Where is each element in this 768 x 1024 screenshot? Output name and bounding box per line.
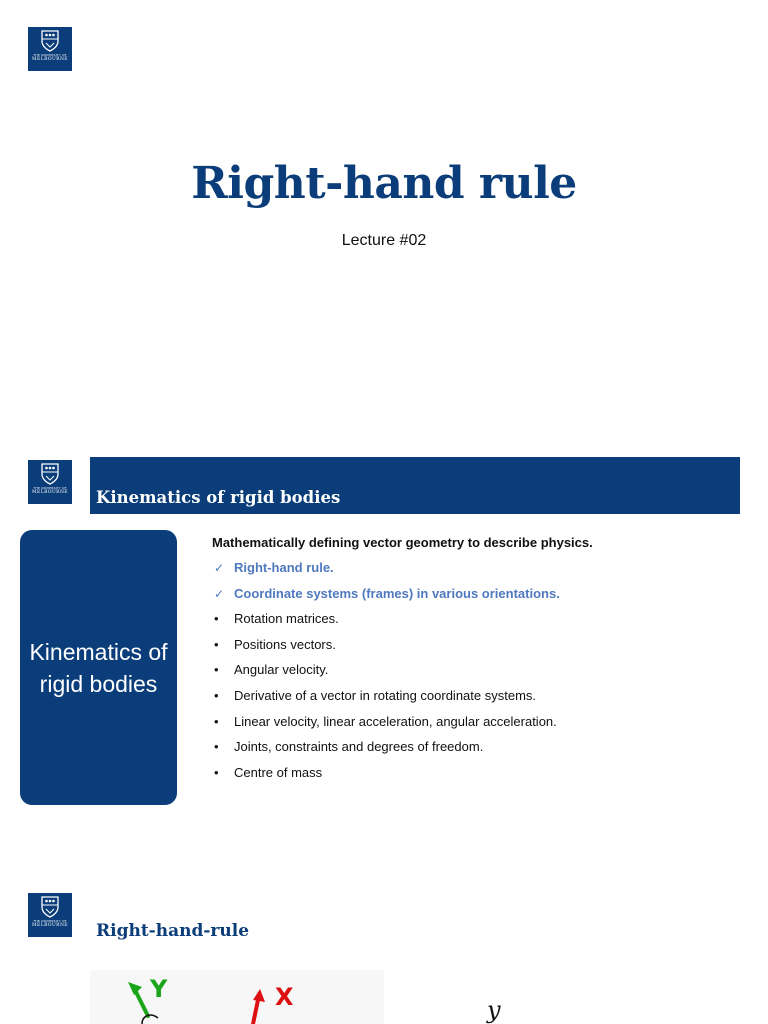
bullet-item	[212, 687, 752, 713]
slide-title: Right-hand rule	[191, 158, 577, 209]
lecture-number: Lecture #02	[341, 232, 427, 249]
bullet-item	[212, 738, 752, 764]
logo-text-line1: THE UNIVERSITY OF	[33, 919, 67, 923]
bullet-item	[212, 764, 752, 790]
logo-text-line2: MELBOURNE	[32, 490, 68, 495]
bullet-item-label: Joints, constraints and degrees of freedom.	[234, 739, 484, 755]
section-header-bar	[90, 457, 740, 514]
axis-x-label: X	[275, 983, 294, 1011]
bullet-icon: •	[214, 687, 219, 703]
university-logo	[27, 892, 73, 938]
section-header-title: Kinematics of rigid bodies	[96, 488, 341, 507]
bullet-item-label: Positions vectors.	[234, 636, 336, 652]
axes-diagram	[90, 970, 384, 1024]
bullet-icon: •	[214, 636, 219, 652]
university-logo	[27, 26, 73, 72]
bullet-icon: •	[214, 713, 219, 729]
topic-list	[212, 534, 752, 789]
topic-intro: Mathematically defining vector geometry to describe physics.	[212, 535, 593, 550]
math-symbol-y: y	[487, 996, 501, 1024]
checkmark-icon: ✓	[214, 561, 225, 575]
crest-icon	[40, 30, 60, 52]
topic-box	[20, 530, 177, 805]
logo-text-line1: THE UNIVERSITY OF	[33, 486, 67, 490]
bullet-icon: •	[214, 611, 219, 627]
bullet-item-label: Centre of mass	[234, 764, 323, 780]
logo-text-line2: MELBOURNE	[32, 57, 68, 62]
bullet-icon: •	[214, 662, 219, 678]
checked-item	[212, 559, 752, 585]
bullet-item-label: Derivative of a vector in rotating coordinate systems.	[234, 687, 537, 703]
bullet-icon: •	[214, 764, 219, 780]
logo-text-line1: THE UNIVERSITY OF	[33, 53, 67, 57]
logo-text-line2: MELBOURNE	[32, 923, 68, 928]
bullet-item-label: Angular velocity.	[234, 662, 329, 678]
checked-item-label: Coordinate systems (frames) in various orientations.	[234, 585, 560, 601]
axes-arrows	[90, 970, 384, 1024]
bullet-item-label: Rotation matrices.	[234, 611, 339, 627]
bullet-item-label: Linear velocity, linear acceleration, angular acceleration.	[234, 713, 557, 729]
bullet-item	[212, 610, 752, 636]
checked-item	[212, 585, 752, 611]
checked-item-label: Right-hand rule.	[234, 560, 334, 575]
crest-icon	[40, 463, 60, 485]
bullet-item	[212, 713, 752, 739]
topic-box-text: Kinematics of rigid bodies	[29, 638, 168, 697]
slide3-title: Right-hand-rule	[96, 921, 250, 941]
bullet-item	[212, 636, 752, 662]
crest-icon	[40, 896, 60, 918]
bullet-item	[212, 661, 752, 687]
university-logo	[27, 459, 73, 505]
axis-y-label: Y	[150, 975, 168, 1003]
bullet-icon: •	[214, 739, 219, 755]
checkmark-icon: ✓	[214, 586, 225, 601]
